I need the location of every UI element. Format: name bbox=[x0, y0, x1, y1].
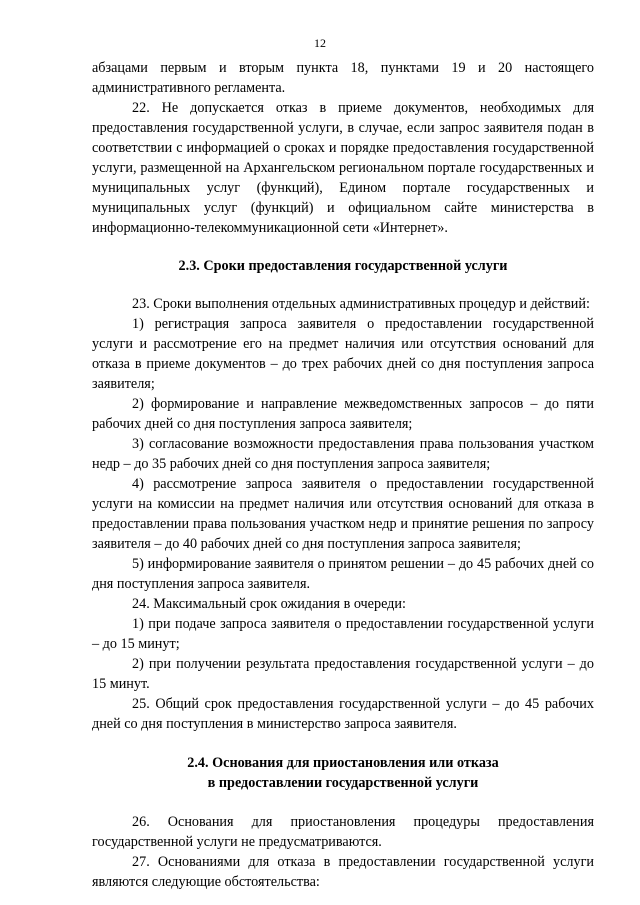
section-heading-line: 2.4. Основания для приостановления или отказа bbox=[187, 755, 499, 771]
paragraph: 2) формирование и направление межведомственных запросов – до пяти рабочих дней со дня поступления запроса заявителя; bbox=[92, 396, 594, 432]
paragraph: 26. Основания для приостановления процедуры предоставления государственной услуги не предусматриваются. bbox=[92, 814, 594, 850]
paragraph: 27. Основаниями для отказа в предоставлении государственной услуги являются следующие обстоятельства: bbox=[92, 854, 594, 890]
paragraph: 1) при подаче запроса заявителя о предоставлении государственной услуги – до 15 минут; bbox=[92, 616, 594, 652]
section-heading bbox=[92, 753, 594, 793]
paragraph: 4) рассмотрение запроса заявителя о предоставлении государственной услуги на комиссии на предмет наличия или отсутствия оснований для отказа в предоставлении права пользования участком недр и принятие решения по запросу заявителя – до 40 рабочих дней со дня поступления запроса заявителя; bbox=[92, 476, 594, 552]
paragraph: 2) при получении результата предоставления государственной услуги – до 15 минут. bbox=[92, 656, 594, 692]
paragraph: 22. Не допускается отказ в приеме документов, необходимых для предоставления государственной услуги, в случае, если запрос заявителя подан в соответствии с информацией о сроках и порядке предоставления государственной услуги, размещенной на Архангельском региональном портале государственных и муниципальных услуг (функций), Едином портале государственных и муниципальных услуг (функций) и официальном сайте министерства в информационно-телекоммуникационной сети «Интернет». bbox=[92, 100, 594, 236]
paragraph: 3) согласование возможности предоставления права пользования участком недр – до 35 рабочих дней со дня поступления запроса заявителя; bbox=[92, 436, 594, 472]
paragraph: 23. Сроки выполнения отдельных административных процедур и действий: bbox=[132, 296, 590, 312]
document-body bbox=[92, 58, 594, 892]
paragraph: 5) информирование заявителя о принятом решении – до 45 рабочих дней со дня поступления запроса заявителя. bbox=[92, 556, 594, 592]
section-heading: 2.3. Сроки предоставления государственной услуги bbox=[178, 258, 508, 274]
section-heading-line: в предоставлении государственной услуги bbox=[207, 775, 479, 791]
paragraph: 25. Общий срок предоставления государственной услуги – до 45 рабочих дней со дня поступления в министерство запроса заявителя. bbox=[92, 696, 594, 732]
paragraph: 24. Максимальный срок ожидания в очереди: bbox=[132, 596, 406, 612]
paragraph: абзацами первым и вторым пункта 18, пунктами 19 и 20 настоящего административного регламента. bbox=[92, 60, 594, 96]
paragraph: 1) регистрация запроса заявителя о предоставлении государственной услуги и рассмотрение его на предмет наличия или отсутствия оснований для отказа в приеме документов – до трех рабочих дней со дня поступления запроса заявителя; bbox=[92, 316, 594, 392]
page-number: 12 bbox=[314, 36, 326, 50]
